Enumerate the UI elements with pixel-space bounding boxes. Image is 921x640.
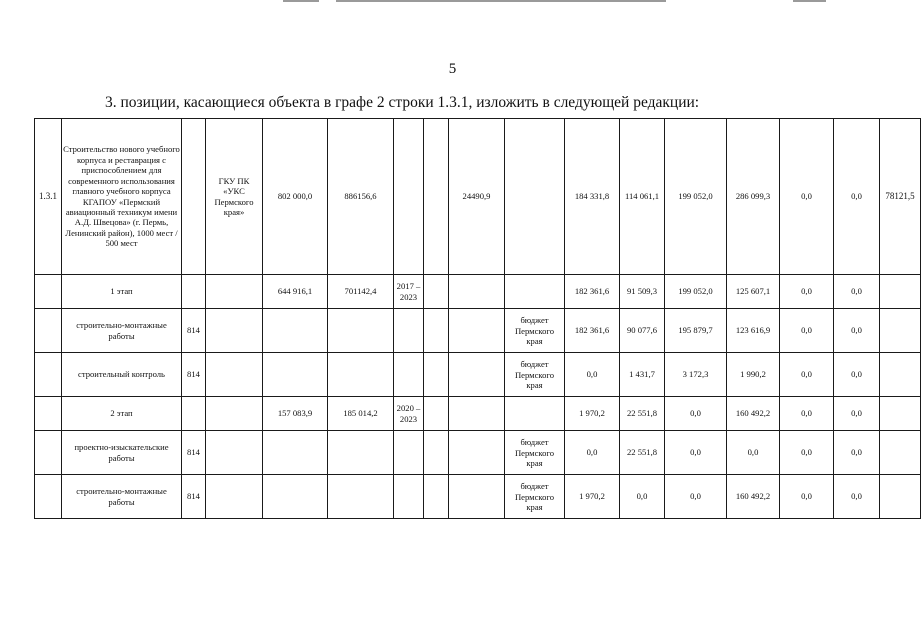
year-6-amount-cell: 0,0	[834, 475, 880, 519]
start-cell	[424, 119, 449, 275]
table-row	[35, 309, 921, 353]
object-name-cell: 2 этап	[62, 397, 182, 431]
funding-source-cell: бюджет Пермского края	[505, 431, 565, 475]
remaining-amount-cell	[880, 397, 921, 431]
table-row	[35, 119, 921, 275]
start-cell	[424, 309, 449, 353]
row-number-cell	[35, 475, 62, 519]
total-cost-cell	[328, 431, 394, 475]
row-number-cell	[35, 309, 62, 353]
year-1-amount-cell: 0,0	[565, 353, 620, 397]
year-1-amount-cell: 182 361,6	[565, 309, 620, 353]
total-cost-cell: 185 014,2	[328, 397, 394, 431]
year-5-amount-cell: 0,0	[780, 309, 834, 353]
year-6-amount-cell: 0,0	[834, 275, 880, 309]
funding-source-cell	[505, 397, 565, 431]
year-4-amount-cell: 0,0	[727, 431, 780, 475]
total-cost-cell: 701142,4	[328, 275, 394, 309]
customer-cell: ГКУ ПК «УКС Пермского края»	[206, 119, 263, 275]
year-3-amount-cell: 199 052,0	[665, 275, 727, 309]
total-cost-cell	[328, 309, 394, 353]
scan-mark-left	[283, 0, 319, 2]
year-2-amount-cell: 1 431,7	[620, 353, 665, 397]
table-row	[35, 397, 921, 431]
year-1-amount-cell: 182 361,6	[565, 275, 620, 309]
object-name-cell: строительно-монтажные работы	[62, 475, 182, 519]
year-4-amount-cell: 123 616,9	[727, 309, 780, 353]
code-cell: 814	[182, 431, 206, 475]
remaining-amount-cell	[880, 275, 921, 309]
page-number: 5	[448, 61, 457, 77]
period-cell	[394, 119, 424, 275]
customer-cell	[206, 475, 263, 519]
start-cell	[424, 431, 449, 475]
funding-source-cell	[505, 119, 565, 275]
customer-cell	[206, 431, 263, 475]
year-1-amount-cell: 1 970,2	[565, 475, 620, 519]
object-name-cell: строительный контроль	[62, 353, 182, 397]
row-number-cell	[35, 431, 62, 475]
remaining-amount-cell	[880, 353, 921, 397]
remaining-amount-cell: 78121,5	[880, 119, 921, 275]
remaining-amount-cell	[880, 475, 921, 519]
estimated-cost-cell: 157 083,9	[263, 397, 328, 431]
period-cell	[394, 309, 424, 353]
object-name-cell: проектно-изыскательские работы	[62, 431, 182, 475]
year-2-amount-cell: 22 551,8	[620, 397, 665, 431]
row-number-cell	[35, 397, 62, 431]
code-cell: 814	[182, 309, 206, 353]
table-row	[35, 475, 921, 519]
code-cell: 814	[182, 475, 206, 519]
object-table	[34, 118, 921, 519]
year-3-amount-cell: 0,0	[665, 431, 727, 475]
code-cell	[182, 119, 206, 275]
funding-source-cell: бюджет Пермского края	[505, 475, 565, 519]
estimated-cost-cell	[263, 475, 328, 519]
year-6-amount-cell: 0,0	[834, 119, 880, 275]
total-cost-cell	[328, 353, 394, 397]
year-1-amount-cell: 0,0	[565, 431, 620, 475]
estimated-cost-cell	[263, 431, 328, 475]
year-5-amount-cell: 0,0	[780, 275, 834, 309]
year-3-amount-cell: 195 879,7	[665, 309, 727, 353]
year-2-amount-cell: 90 077,6	[620, 309, 665, 353]
year-1-amount-cell: 1 970,2	[565, 397, 620, 431]
period-cell	[394, 431, 424, 475]
row-number-cell: 1.3.1	[35, 119, 62, 275]
year-3-amount-cell: 0,0	[665, 475, 727, 519]
table-row	[35, 275, 921, 309]
funding-source-cell: бюджет Пермского края	[505, 309, 565, 353]
row-number-cell	[35, 353, 62, 397]
year-6-amount-cell: 0,0	[834, 353, 880, 397]
year-6-amount-cell: 0,0	[834, 397, 880, 431]
customer-cell	[206, 353, 263, 397]
year-3-amount-cell: 199 052,0	[665, 119, 727, 275]
row-number-cell	[35, 275, 62, 309]
funded-value-cell	[449, 309, 505, 353]
table-row	[35, 431, 921, 475]
year-4-amount-cell: 160 492,2	[727, 475, 780, 519]
estimated-cost-cell	[263, 309, 328, 353]
year-4-amount-cell: 160 492,2	[727, 397, 780, 431]
object-name-cell: Строительство нового учебного корпуса и реставрация с приспособлением для современного использования главного учебного корпуса КГАПОУ «Пермский авиационный техникум имени А.Д. Швецова» (г. Пермь, Ленинский район), 1000 мест / 500 мест	[62, 119, 182, 275]
year-5-amount-cell: 0,0	[780, 475, 834, 519]
funded-value-cell	[449, 431, 505, 475]
estimated-cost-cell: 802 000,0	[263, 119, 328, 275]
customer-cell	[206, 397, 263, 431]
year-5-amount-cell: 0,0	[780, 431, 834, 475]
scan-mark-center	[336, 0, 666, 2]
year-5-amount-cell: 0,0	[780, 397, 834, 431]
estimated-cost-cell	[263, 353, 328, 397]
start-cell	[424, 275, 449, 309]
code-cell	[182, 397, 206, 431]
year-1-amount-cell: 184 331,8	[565, 119, 620, 275]
period-cell	[394, 475, 424, 519]
amendment-heading: 3. позиции, касающиеся объекта в графе 2 строки 1.3.1, изложить в следующей редакции:	[105, 94, 700, 111]
year-3-amount-cell: 0,0	[665, 397, 727, 431]
year-4-amount-cell: 286 099,3	[727, 119, 780, 275]
year-5-amount-cell: 0,0	[780, 353, 834, 397]
year-6-amount-cell: 0,0	[834, 431, 880, 475]
year-5-amount-cell: 0,0	[780, 119, 834, 275]
remaining-amount-cell	[880, 309, 921, 353]
total-cost-cell: 886156,6	[328, 119, 394, 275]
code-cell	[182, 275, 206, 309]
total-cost-cell	[328, 475, 394, 519]
year-4-amount-cell: 1 990,2	[727, 353, 780, 397]
start-cell	[424, 397, 449, 431]
year-2-amount-cell: 91 509,3	[620, 275, 665, 309]
funded-value-cell	[449, 397, 505, 431]
funding-source-cell: бюджет Пермского края	[505, 353, 565, 397]
period-cell	[394, 353, 424, 397]
table-row	[35, 353, 921, 397]
period-cell: 2017 – 2023	[394, 275, 424, 309]
customer-cell	[206, 275, 263, 309]
estimated-cost-cell: 644 916,1	[263, 275, 328, 309]
period-cell: 2020 – 2023	[394, 397, 424, 431]
start-cell	[424, 353, 449, 397]
start-cell	[424, 475, 449, 519]
funding-source-cell	[505, 275, 565, 309]
year-2-amount-cell: 22 551,8	[620, 431, 665, 475]
funded-value-cell	[449, 353, 505, 397]
year-2-amount-cell: 0,0	[620, 475, 665, 519]
year-2-amount-cell: 114 061,1	[620, 119, 665, 275]
object-name-cell: 1 этап	[62, 275, 182, 309]
customer-cell	[206, 309, 263, 353]
year-4-amount-cell: 125 607,1	[727, 275, 780, 309]
year-6-amount-cell: 0,0	[834, 309, 880, 353]
table-body	[35, 119, 921, 519]
object-name-cell: строительно-монтажные работы	[62, 309, 182, 353]
funded-value-cell	[449, 275, 505, 309]
remaining-amount-cell	[880, 431, 921, 475]
funded-value-cell: 24490,9	[449, 119, 505, 275]
funded-value-cell	[449, 475, 505, 519]
scan-mark-right	[793, 0, 826, 2]
year-3-amount-cell: 3 172,3	[665, 353, 727, 397]
code-cell: 814	[182, 353, 206, 397]
